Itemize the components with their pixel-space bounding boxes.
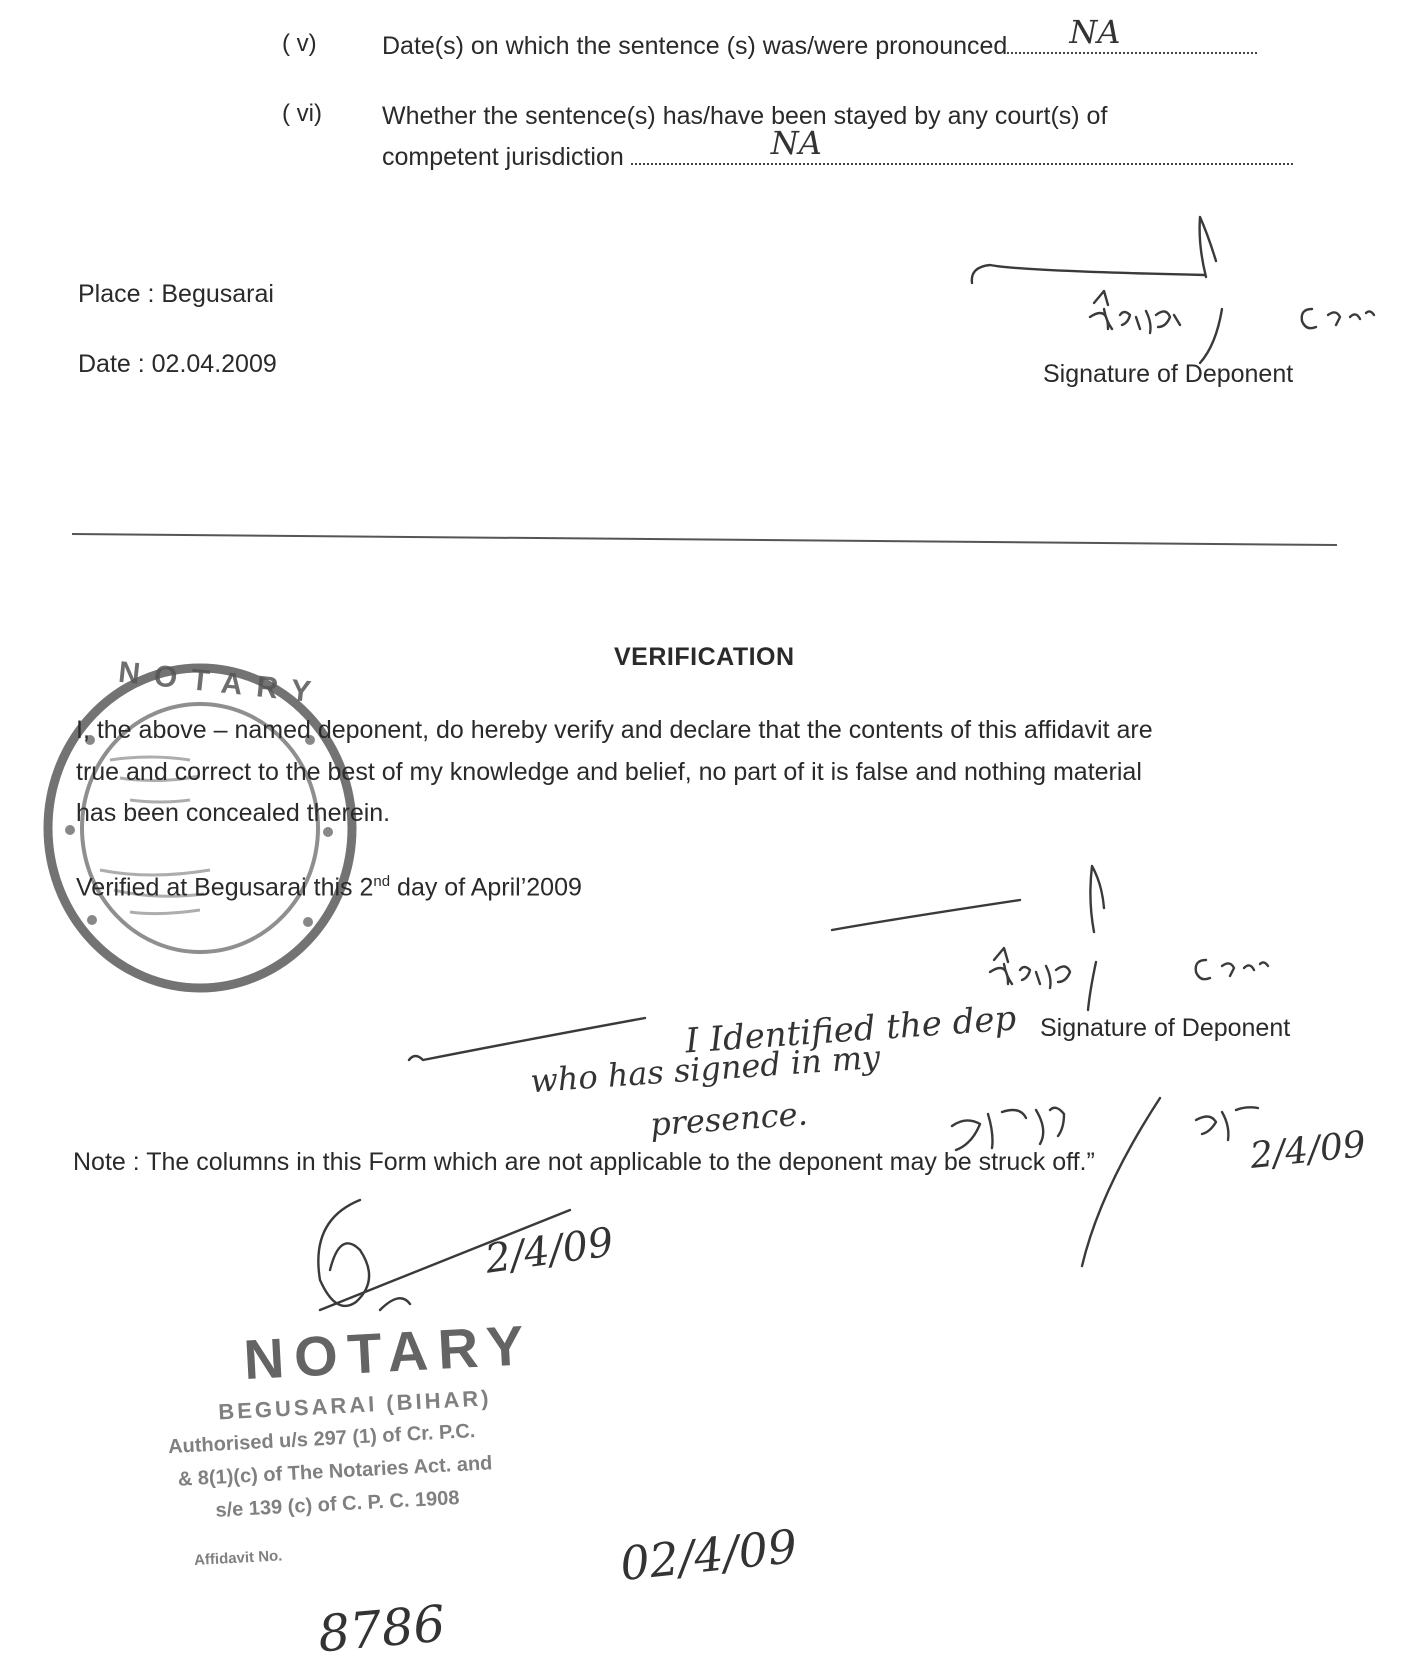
item-vi-line2-wrap <box>382 124 1342 173</box>
identification-line1: I Identified the dep <box>684 998 1018 1062</box>
notary-stamp-line2: Authorised u/s 297 (1) of Cr. P.C. <box>167 1420 476 1459</box>
round-seal-text: NOTARY <box>116 655 327 711</box>
affidavit-serial-number: 8786 <box>315 1594 448 1664</box>
signature-label-bottom: Signature of Deponent <box>1040 1014 1291 1042</box>
signature-label-top: Signature of Deponent <box>1043 360 1294 388</box>
verification-heading: VERIFICATION <box>614 643 795 671</box>
verified-suffix: day of April’2009 <box>390 873 582 902</box>
notary-stamp-title: NOTARY <box>242 1312 536 1392</box>
verified-at-line <box>76 866 582 903</box>
item-vi-number: ( vi) <box>282 100 322 127</box>
deponent-signature-top <box>960 205 1400 375</box>
item-vi-answer: NA <box>770 124 822 162</box>
item-vi-question-end: competent jurisdiction <box>382 143 624 171</box>
section-divider <box>72 533 1337 546</box>
date: Date : 02.04.2009 <box>78 350 277 378</box>
item-v-answer: NA <box>1069 13 1121 51</box>
note: Note : The columns in this Form which are not applicable to the deponent may be struck off.” <box>73 1148 1095 1176</box>
notary-stamp-line1: BEGUSARAI (BIHAR) <box>217 1385 493 1425</box>
place: Place : Begusarai <box>78 280 274 308</box>
item-v-number: ( v) <box>282 30 317 57</box>
item-vi-line1: Whether the sentence(s) has/have been stayed by any court(s) of <box>382 102 1108 130</box>
verified-prefix: Verified at Begusarai this 2 <box>76 873 374 902</box>
notary-sign-date: 2/4/09 <box>482 1219 617 1283</box>
notary-stamp-line3: & 8(1)(c) of The Notaries Act. and <box>177 1452 493 1491</box>
notary-stamp <box>154 1305 686 1571</box>
verification-line1: I, the above – named deponent, do hereby verify and declare that the contents of this affidavit are <box>76 716 1153 744</box>
item-v-answer-line <box>1007 13 1257 54</box>
verified-sup: nd <box>373 873 391 890</box>
deponent-signature-bottom <box>820 860 1300 1020</box>
verification-line3: has been concealed therein. <box>76 799 391 827</box>
item-v-question: Date(s) on which the sentence (s) was/were pronounced <box>382 32 1008 60</box>
handwritten-date-right: 2/4/09 <box>1248 1124 1368 1177</box>
identification-line2: who has signed in my <box>529 1037 882 1101</box>
item-vi-answer-line <box>631 124 1293 165</box>
item-v-text <box>382 13 1332 62</box>
notary-stamp-line5: Affidavit No. <box>193 1547 283 1569</box>
identification-line3: presence. <box>648 1094 809 1144</box>
verification-line2: true and correct to the best of my knowledge and belief, no part of it is false and nothing material <box>76 758 1142 786</box>
notary-date: 02/4/09 <box>617 1518 800 1592</box>
notary-stamp-line4: s/e 139 (c) of C. P. C. 1908 <box>214 1487 461 1522</box>
